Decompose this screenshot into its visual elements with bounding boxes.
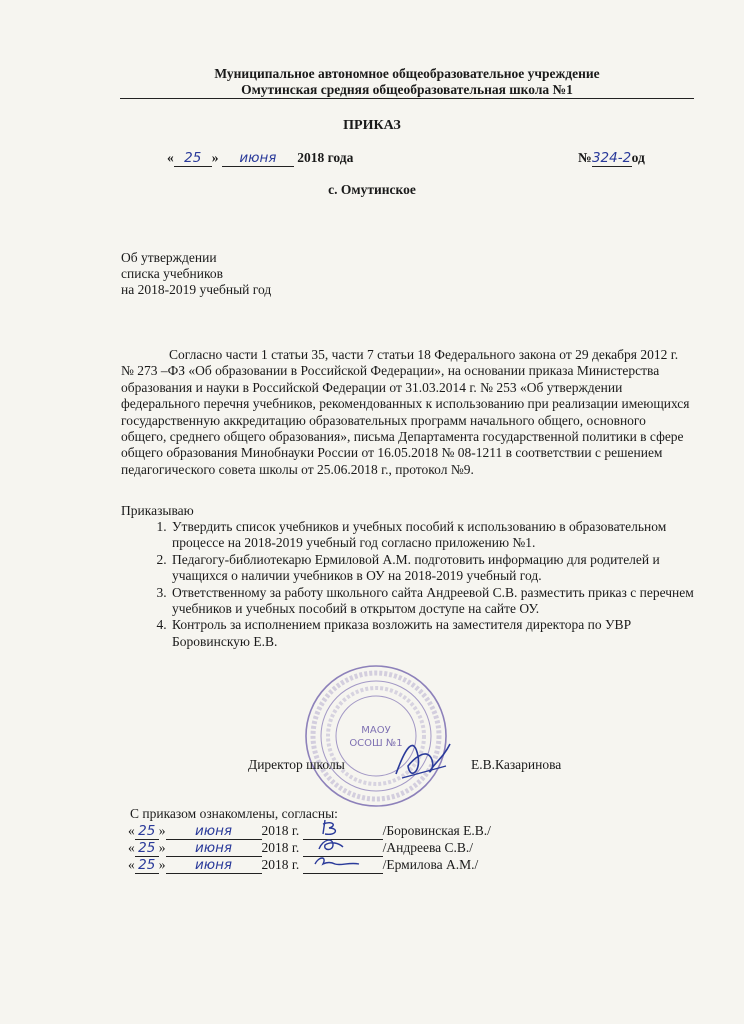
ack-year: 2018 г. xyxy=(261,857,300,872)
ack-day: 25 xyxy=(135,823,159,840)
document-title: ПРИКАЗ xyxy=(343,118,401,133)
order-item: 2. Педагогу-библиотекарю Ермиловой А.М. подготовить информацию для родителей и учащихся о наличии учебников в ОУ на 2018-2019 учебный год. xyxy=(170,552,712,585)
preamble xyxy=(121,347,691,478)
stamp-text-line1: МАОУ xyxy=(361,725,391,736)
acknowledgement-row xyxy=(128,857,478,874)
order-items xyxy=(150,519,712,650)
ack-name: /Андреева С.В./ xyxy=(382,840,474,855)
header-divider xyxy=(120,98,694,99)
order-item: 1. Утвердить список учебников и учебных пособий к использованию в образовательном процессе на 2018-2019 учебный год согласно приложению №1. xyxy=(170,519,712,552)
ack-open-quote: « xyxy=(128,857,135,872)
order-item: 3. Ответственному за работу школьного сайта Андреевой С.В. разместить приказ с перечнем учебников и учебных пособий в открытом доступе на сайте ОУ. xyxy=(170,585,712,618)
date-open-quote: « xyxy=(167,150,174,165)
ack-close-quote: » xyxy=(158,840,166,855)
ack-year: 2018 г. xyxy=(261,840,300,855)
number-suffix: од xyxy=(631,150,645,165)
director-signature xyxy=(388,726,458,786)
signatory-role: Директор школы xyxy=(248,757,345,772)
preamble-text: Согласно части 1 статьи 35, части 7 статьи 18 Федерального закона от 29 декабря 2012 г. № 273 –ФЗ «Об образовании в Российской Федерации», на основании приказа Министерства образования и науки в Российской Федерации от 31.03.2014 г. № 253 «Об утверждении федерального перечня учебников, рекомендованных к использованию при реализации имеющихся государственную аккредитацию образовательных программ начального общего, основного общего, среднего общего образования», письма Департамента государственной политики в сфере общего образования Минобнауки России от 16.05.2018 № 08-1211 в соответствии с решением педагогического совета школы от 25.06.2018 г., протокол №9. xyxy=(121,347,690,477)
org-name-line2: Омутинская средняя общеобразовательная школа №1 xyxy=(241,82,573,97)
ack-month: июня xyxy=(166,857,262,874)
ack-month: июня xyxy=(166,823,262,840)
order-number xyxy=(578,150,645,167)
ack-name: /Ермилова А.М./ xyxy=(382,857,479,872)
date-month: июня xyxy=(222,150,294,167)
ack-close-quote: » xyxy=(158,823,166,838)
place-of-issue: с. Омутинское xyxy=(328,182,416,197)
ack-name: /Боровинская Е.В./ xyxy=(382,823,491,838)
signature-mark xyxy=(309,852,369,872)
ack-day: 25 xyxy=(135,857,159,874)
ack-open-quote: « xyxy=(128,840,135,855)
ack-day: 25 xyxy=(135,840,159,857)
acknowledgement-row xyxy=(128,840,473,857)
date-close-quote: » xyxy=(211,150,219,165)
number-value: 324-2 xyxy=(591,150,632,166)
signatory-name: Е.В.Казаринова xyxy=(471,757,562,772)
acknowledgement-title: С приказом ознакомлены, согласны: xyxy=(130,806,338,821)
subject-line: на 2018-2019 учебный год xyxy=(121,282,272,297)
ack-month: июня xyxy=(166,840,262,857)
number-prefix: № xyxy=(578,150,592,165)
ack-year: 2018 г. xyxy=(261,823,300,838)
order-subject xyxy=(121,250,271,298)
order-label: Приказываю xyxy=(121,503,194,518)
ack-close-quote: » xyxy=(158,857,166,872)
ack-open-quote: « xyxy=(128,823,135,838)
date-year: 2018 года xyxy=(297,150,354,165)
subject-line: списка учебников xyxy=(121,266,224,281)
order-date xyxy=(167,150,353,167)
subject-line: Об утверждении xyxy=(121,250,217,265)
org-name-line1: Муниципальное автономное общеобразовательное учреждение xyxy=(214,66,600,81)
order-item: 4. Контроль за исполнением приказа возложить на заместителя директора по УВР Боровинскую Е.В. xyxy=(170,617,712,650)
ack-signature-line xyxy=(303,858,383,874)
stamp-text-line2: ОСОШ №1 xyxy=(349,738,403,749)
date-day: 25 xyxy=(174,150,212,167)
